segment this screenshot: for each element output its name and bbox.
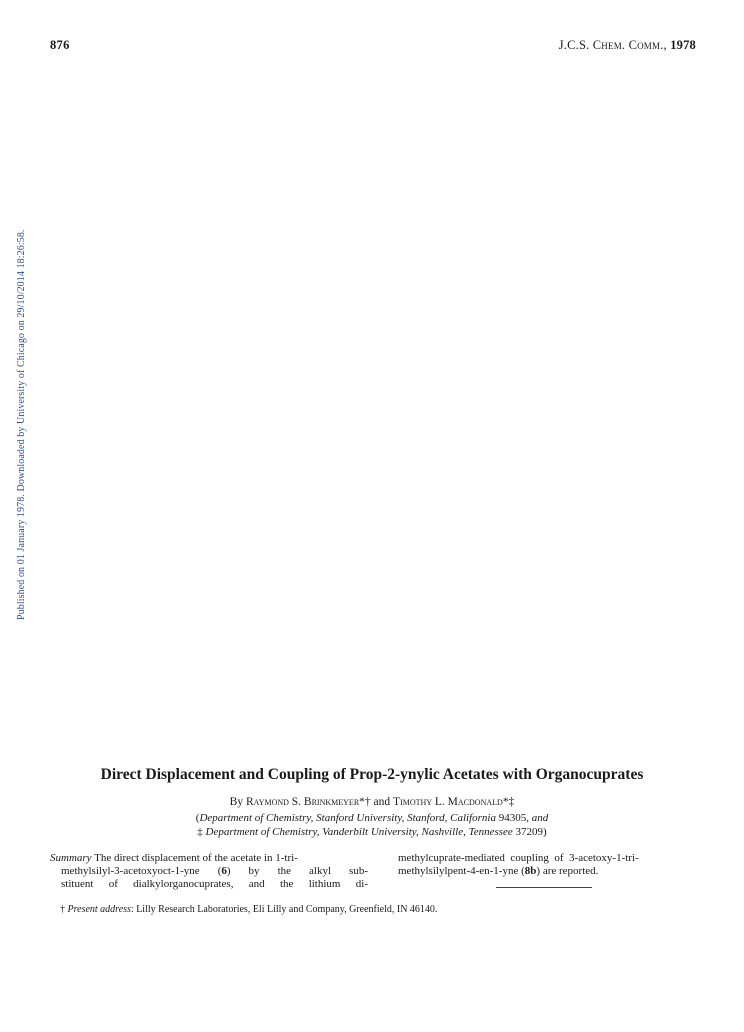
affiliation-vanderbilt: [40, 826, 704, 838]
summary-text: methylsilylpent-4-en-1-yne (: [398, 865, 525, 878]
summary-line-1: [50, 852, 368, 865]
summary-divider-rule: [496, 887, 592, 888]
footnote-text: : Lilly Research Laboratories, Eli Lilly and Company, Greenfield, IN 46140.: [130, 904, 438, 915]
summary-text: stituent of dialkylorganocuprates, and the lithium di-: [61, 878, 368, 891]
author-2: Timothy L. Macdonald: [393, 796, 503, 808]
journal-comma: ,: [663, 38, 667, 52]
affiliation-vanderbilt-zip: 37209): [512, 826, 547, 838]
summary-left-column: [50, 852, 368, 892]
summary-line-4: [398, 852, 702, 865]
page-number: 876: [50, 38, 70, 52]
article-title: Direct Displacement and Coupling of Prop-2-ynylic Acetates with Organocuprates: [100, 766, 644, 783]
affiliation-open-paren: (: [195, 812, 200, 824]
affiliation-and: and: [531, 812, 549, 824]
summary-text: ) are reported.: [536, 865, 599, 878]
footnote: [60, 904, 437, 915]
compound-number: 8b: [524, 865, 537, 878]
affiliation-vanderbilt-text: Department of Chemistry, Vanderbilt University, Nashville, Tennessee: [205, 826, 513, 838]
journal-name-comm: Comm.: [628, 38, 664, 52]
summary-label: Summary: [50, 852, 92, 864]
compound-number: 6: [221, 865, 227, 878]
author-1-marks: *† and: [359, 796, 394, 808]
double-dagger-mark: ‡: [197, 826, 206, 838]
journal-year: 1978: [670, 38, 696, 52]
affiliation-stanford: [40, 812, 704, 824]
summary-line-2: [50, 865, 368, 878]
byline-by: By: [229, 796, 246, 808]
journal-header: [559, 38, 696, 53]
author-1: Raymond S. Brinkmeyer: [245, 796, 360, 808]
byline: [40, 796, 704, 808]
journal-name-chem: Chem.: [592, 38, 626, 52]
summary-text: methylcuprate-mediated coupling of 3-acetoxy-1-tri-: [398, 852, 639, 864]
footnote-dagger: †: [60, 904, 68, 915]
summary-text: ) by the alkyl sub-: [226, 865, 369, 878]
affiliation-stanford-text: Department of Chemistry, Stanford University, Stanford, California: [199, 812, 496, 824]
summary-right-column: [398, 852, 702, 878]
footnote-label: Present address: [67, 904, 131, 915]
summary-line-3: [50, 878, 368, 891]
download-provenance-note[interactable]: Published on 01 January 1978. Downloaded by University of Chicago on 29/10/2014 18:26:58.: [16, 229, 27, 620]
author-2-marks: *‡: [502, 796, 515, 808]
affiliation-stanford-zip: 94305,: [495, 812, 532, 824]
journal-prefix: J.C.S.: [558, 38, 593, 52]
summary-text: methylsilyl-3-acetoxyoct-1-yne (: [61, 865, 222, 878]
summary-text: The direct displacement of the acetate in 1-tri-: [91, 852, 298, 864]
summary-line-5: [398, 865, 702, 878]
